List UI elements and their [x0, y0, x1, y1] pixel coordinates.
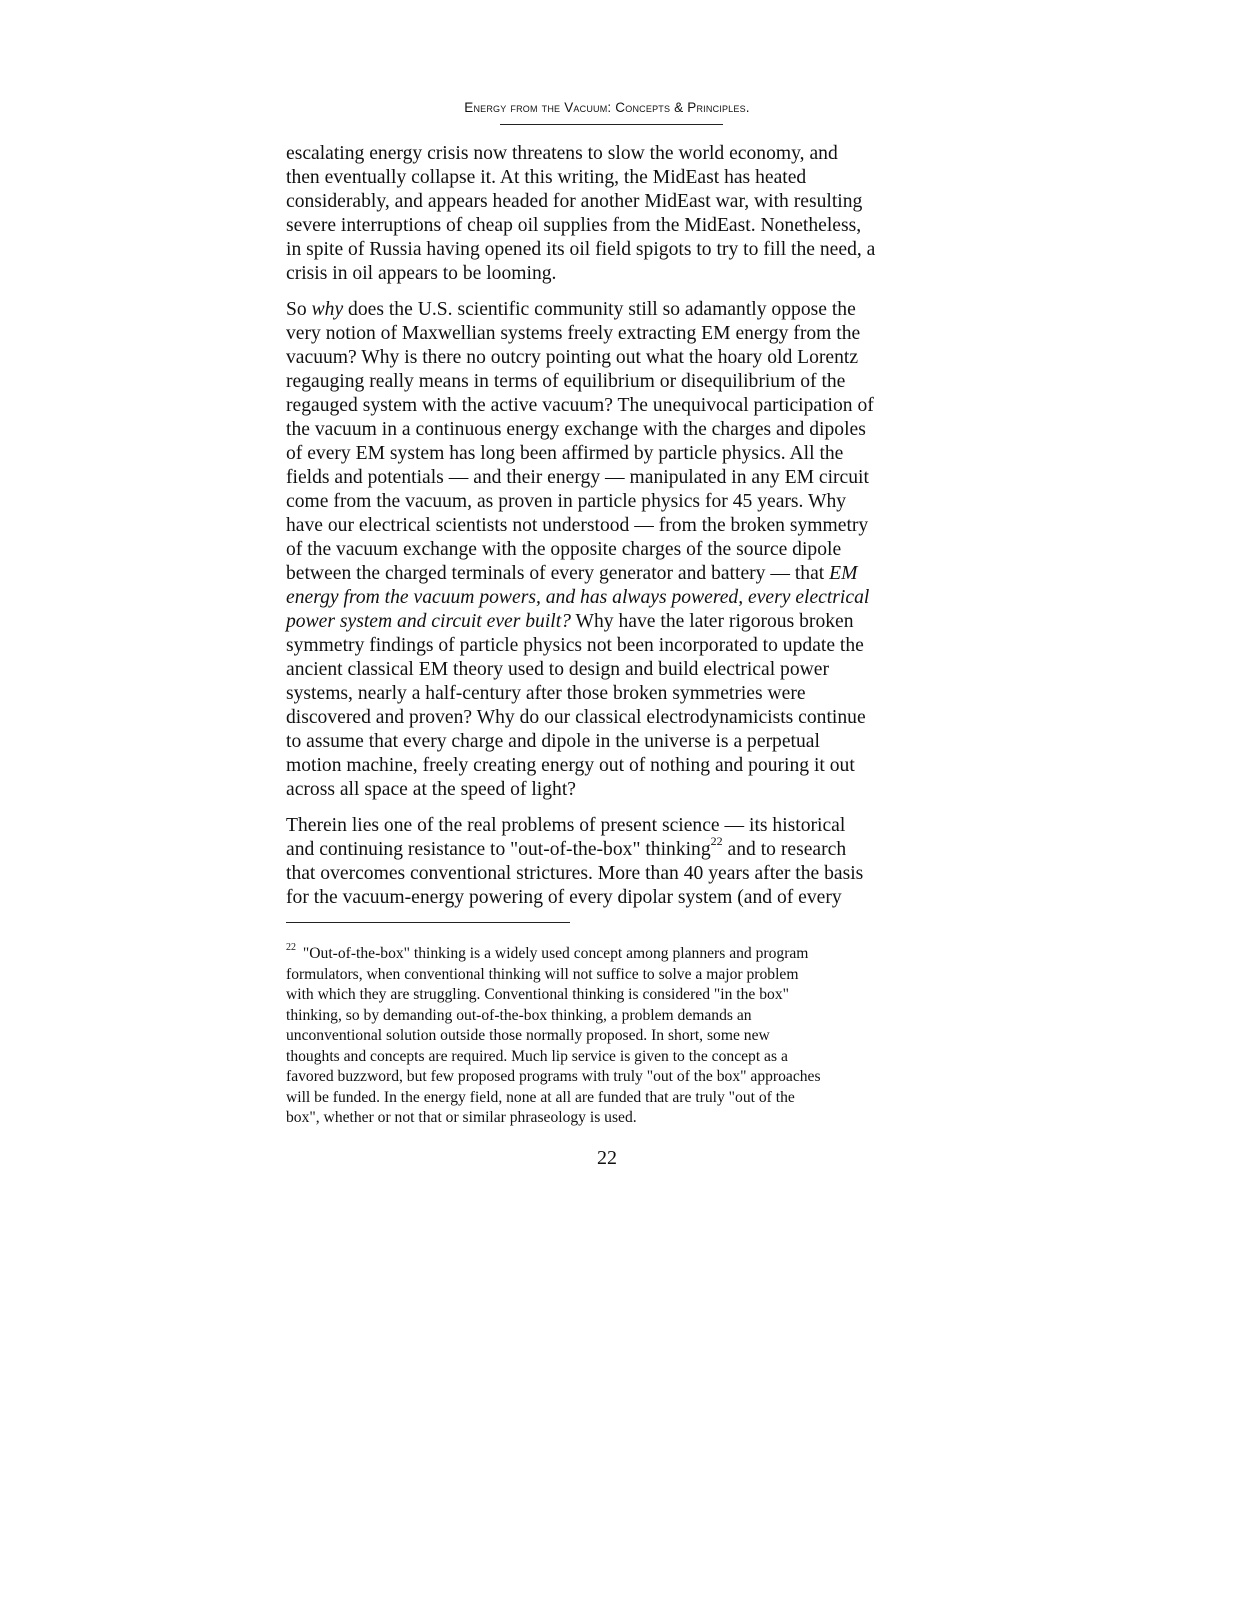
- text-line: formulators, when conventional thinking will not suffice to solve a major problem: [286, 965, 799, 983]
- text-line: across all space at the speed of light?: [286, 779, 576, 800]
- text-run: "Out-of-the-box" thinking is a widely used concept among planners and program: [299, 945, 809, 962]
- text-line: of the vacuum exchange with the opposite charges of the source dipole: [286, 539, 842, 560]
- text-line: thinking, so by demanding out-of-the-box thinking, a problem demands an: [286, 1006, 752, 1024]
- text-line: unconventional solution outside those normally proposed. In short, some new: [286, 1027, 770, 1044]
- text-line: systems, nearly a half-century after those broken symmetries were: [286, 683, 806, 704]
- emphasis-text: EM: [829, 563, 858, 584]
- paragraph-1: [286, 142, 934, 286]
- text-line: Therein lies one of the real problems of present science — its historical: [286, 815, 846, 836]
- text-line: then eventually collapse it. At this writing, the MidEast has heated: [286, 167, 807, 188]
- text-line: [286, 562, 934, 586]
- text-line: to assume that every charge and dipole in the universe is a perpetual: [286, 731, 820, 752]
- text-line: [286, 298, 934, 322]
- text-run: and to research: [722, 839, 847, 860]
- text-line: regauging really means in terms of equilibrium or disequilibrium of the: [286, 371, 846, 392]
- text-run: and continuing resistance to "out-of-the-box" thinking: [286, 839, 711, 860]
- text-line: symmetry findings of particle physics not been incorporated to update the: [286, 635, 864, 656]
- emphasis-text: energy from the vacuum powers, and has always powered, every electrical: [286, 587, 870, 608]
- footnote-reference[interactable]: 22: [710, 834, 723, 849]
- text-line: that overcomes conventional strictures. More than 40 years after the basis: [286, 863, 864, 884]
- text-line: have our electrical scientists not understood — from the broken symmetry: [286, 515, 869, 536]
- paragraph-3: [286, 814, 934, 910]
- text-line: severe interruptions of cheap oil supplies from the MidEast. Nonetheless,: [286, 215, 862, 236]
- text-run: Why have the later rigorous broken: [570, 611, 854, 632]
- text-run: does the U.S. scientific community still so adamantly oppose the: [343, 299, 856, 320]
- footnote-separator: [286, 922, 570, 923]
- text-line: discovered and proven? Why do our classical electrodynamicists continue: [286, 707, 866, 728]
- text-line: the vacuum in a continuous energy exchange with the charges and dipoles: [286, 419, 866, 440]
- text-line: [286, 834, 934, 862]
- text-line: [286, 586, 934, 610]
- body-text: [286, 142, 934, 910]
- text-line: [286, 941, 934, 965]
- text-line: will be funded. In the energy field, none at all are funded that are truly "out of the: [286, 1088, 795, 1106]
- text-line: ancient classical EM theory used to design and build electrical power: [286, 659, 829, 680]
- paragraph-2: [286, 298, 934, 802]
- footnote-marker: 22: [286, 941, 296, 953]
- text-line: thoughts and concepts are required. Much lip service is given to the concept as a: [286, 1047, 788, 1065]
- text-line: fields and potentials — and their energy — manipulated in any EM circuit: [286, 467, 869, 488]
- text-line: motion machine, freely creating energy out of nothing and pouring it out: [286, 755, 855, 776]
- text-line: in spite of Russia having opened its oil field spigots to try to fill the need, a: [286, 239, 876, 260]
- text-line: [286, 610, 934, 634]
- text-line: favored buzzword, but few proposed programs with truly "out of the box" approaches: [286, 1068, 821, 1085]
- text-line: with which they are struggling. Conventional thinking is considered "in the box": [286, 986, 789, 1003]
- footnote: [286, 941, 934, 1129]
- running-header-title: Energy from the Vacuum: Concepts & Principles.: [464, 100, 750, 115]
- header-rule: [500, 124, 723, 125]
- emphasis-text: why: [311, 299, 344, 320]
- text-line: vacuum? Why is there no outcry pointing out what the hoary old Lorentz: [286, 347, 859, 368]
- text-line: very notion of Maxwellian systems freely extracting EM energy from the: [286, 323, 861, 344]
- text-line: box", whether or not that or similar phraseology is used.: [286, 1109, 637, 1126]
- text-run: So: [286, 299, 312, 320]
- text-line: regauged system with the active vacuum? The unequivocal participation of: [286, 395, 874, 416]
- emphasis-text: power system and circuit ever built?: [286, 611, 571, 632]
- text-line: for the vacuum-energy powering of every dipolar system (and of every: [286, 887, 842, 908]
- text-line: of every EM system has long been affirmed by particle physics. All the: [286, 443, 844, 464]
- page-number: 22: [597, 1147, 617, 1169]
- text-run: between the charged terminals of every generator and battery — that: [286, 563, 830, 584]
- text-line: come from the vacuum, as proven in particle physics for 45 years. Why: [286, 491, 847, 512]
- text-line: considerably, and appears headed for another MidEast war, with resulting: [286, 191, 863, 212]
- text-line: crisis in oil appears to be looming.: [286, 263, 557, 284]
- running-header: [286, 100, 928, 115]
- text-line: escalating energy crisis now threatens to slow the world economy, and: [286, 143, 838, 164]
